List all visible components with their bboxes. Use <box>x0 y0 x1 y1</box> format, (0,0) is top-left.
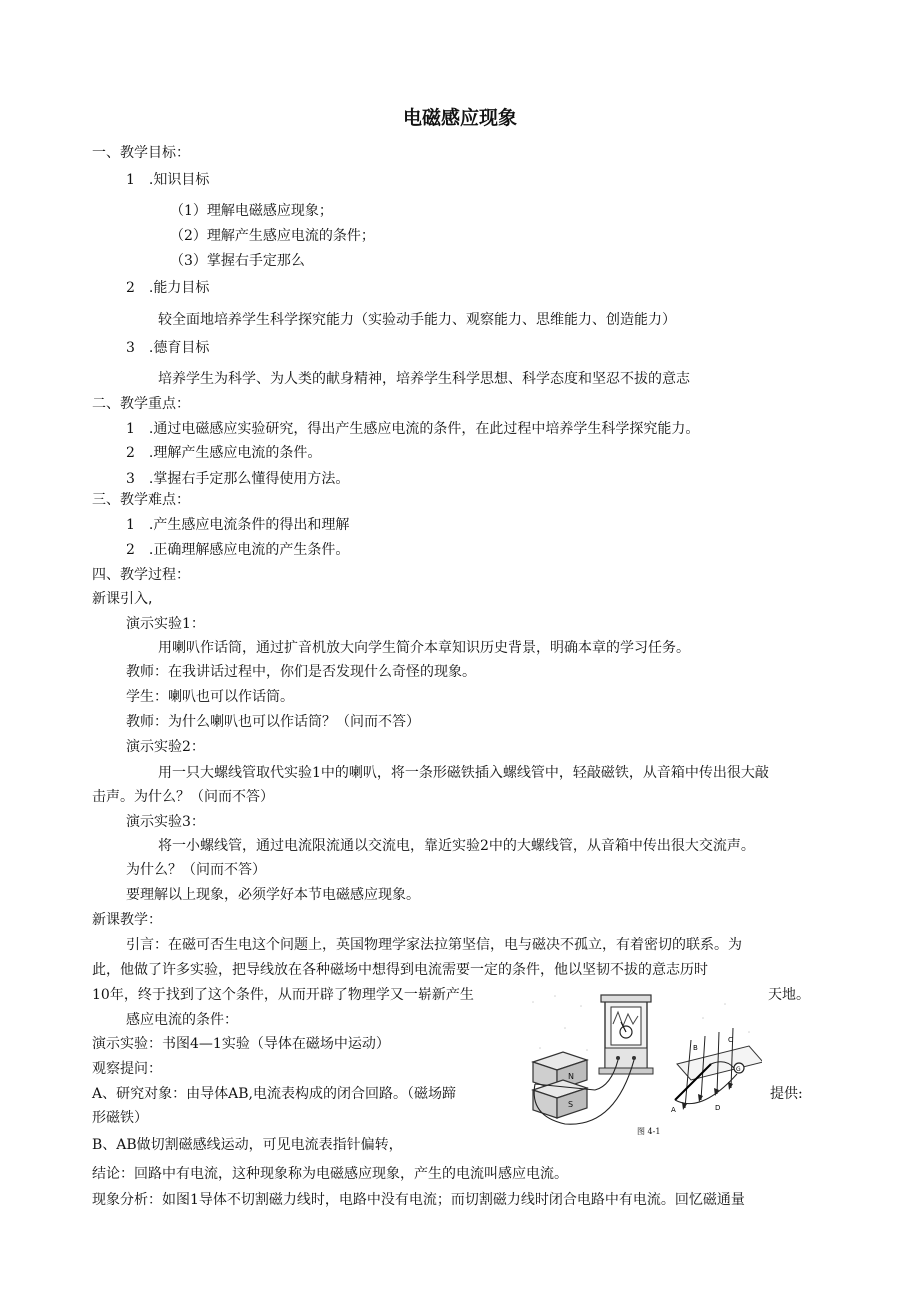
galvanometer <box>599 995 653 1074</box>
demo-3-label: 演示实验3： <box>126 814 205 830</box>
figure-label-g: G <box>736 1066 741 1073</box>
figure-label-a: A <box>671 1106 676 1114</box>
summary-line: 要理解以上现象，必须学好本节电磁感应现象。 <box>126 887 420 903</box>
quote-line-end: 天地。 <box>768 987 810 1003</box>
difficulty-item: 2 .正确理解感应电流的产生条件。 <box>126 542 350 558</box>
demo-2-text-cont: 击声。为什么？（问而不答） <box>92 789 274 805</box>
demo-3-text: 将一小螺线管，通过电流限流通以交流电，靠近实验2中的大螺线管，从音箱中传出很大交流声。 <box>158 838 755 854</box>
knowledge-objective-item: （1）理解电磁感应现象； <box>170 203 333 219</box>
demo-3-text-cont: 为什么？（问而不答） <box>126 862 266 878</box>
difficulty-item: 1 .产生感应电流条件的得出和理解 <box>126 517 350 533</box>
figure-4-1 <box>525 988 762 1138</box>
section-heading-key-points: 二、教学重点： <box>92 396 190 412</box>
page-title: 电磁感应现象 <box>402 107 517 129</box>
knowledge-objective-label: 1 .知识目标 <box>126 172 210 188</box>
knowledge-objective-item: （3）掌握右手定那么 <box>170 253 305 269</box>
conclusion-line: 结论：回路中有电流，这种现象称为电磁感应现象，产生的电流叫感应电流。 <box>92 1166 568 1182</box>
ability-objective-label: 2 .能力目标 <box>126 280 210 296</box>
magnet-label-s: S <box>568 1100 574 1109</box>
knowledge-objective-item: （2）理解产生感应电流的条件； <box>170 228 375 244</box>
demo-2-text: 用一只大螺线管取代实验1中的喇叭，将一条形磁铁插入螺线管中，轻敲磁铁，从音箱中传出很大敲 <box>158 765 769 781</box>
observation-a-cont: 形磁铁） <box>92 1110 148 1126</box>
key-point-item: 1 .通过电磁感应实验研究，得出产生感应电流的条件，在此过程中培养学生科学探究能力。 <box>126 421 700 437</box>
teacher-line: 教师：为什么喇叭也可以作话筒？（问而不答） <box>126 714 420 730</box>
analysis-line: 现象分析：如图1导体不切割磁力线时，电路中没有电流；而切割磁力线时闭合电路中有电流。回忆磁通量 <box>92 1192 745 1208</box>
new-lesson-heading: 新课教学： <box>92 912 162 928</box>
moral-objective-label: 3 .德育目标 <box>126 340 210 356</box>
student-line: 学生：喇叭也可以作话筒。 <box>126 689 294 705</box>
demo-1-label: 演示实验1： <box>126 616 205 632</box>
quote-line: 10年，终于找到了这个条件，从而开辟了物理学又一崭新产生 <box>92 987 474 1003</box>
lesson-intro-heading: 新课引入, <box>92 591 153 607</box>
magnet-label-n: N <box>568 1072 574 1081</box>
key-point-item: 3 .掌握右手定那么懂得使用方法。 <box>126 471 350 487</box>
quote-line: 引言：在磁可否生电这个问题上，英国物理学家法拉第坚信，电与磁决不孤立，有着密切的联系。为 <box>126 937 742 953</box>
section-heading-objectives: 一、教学目标： <box>92 145 190 161</box>
figure-label-b: B <box>693 1044 698 1052</box>
teacher-line: 教师：在我讲话过程中，你们是否发现什么奇怪的现象。 <box>126 664 476 680</box>
demo-2-label: 演示实验2： <box>126 739 205 755</box>
observation-a: A、研究对象：由导体AB,电流表构成的闭合回路。（磁场蹄 <box>92 1086 456 1102</box>
ability-objective-text: 较全面地培养学生科学探究能力（实验动手能力、观察能力、思维能力、创造能力） <box>158 312 676 328</box>
observation-b: B、AB做切割磁感线运动，可见电流表指针偏转， <box>92 1137 403 1153</box>
moral-objective-text: 培养学生为科学、为人类的献身精神，培养学生科学思想、科学态度和坚忍不拔的意志 <box>158 371 690 387</box>
demo-4-line: 演示实验：书图4—1实验（导体在磁场中运动） <box>92 1036 390 1052</box>
section-heading-process: 四、教学过程： <box>92 567 190 583</box>
section-heading-difficulties: 三、教学难点： <box>92 492 190 508</box>
observation-a-end: 提供: <box>770 1086 803 1102</box>
figure-caption: 图 4-1 <box>637 1127 661 1136</box>
demo-1-text: 用喇叭作话筒，通过扩音机放大向学生简介本章知识历史背景，明确本章的学习任务。 <box>158 640 690 656</box>
condition-heading: 感应电流的条件： <box>126 1012 238 1028</box>
figure-label-d: D <box>715 1104 721 1112</box>
key-point-item: 2 .理解产生感应电流的条件。 <box>126 445 322 461</box>
figure-label-c: C <box>728 1036 733 1044</box>
quote-line: 此，他做了许多实验，把导线放在各种磁场中想得到电流需要一定的条件，他以坚韧不拔的意志历时 <box>92 962 708 978</box>
observation-heading: 观察提问： <box>92 1061 162 1077</box>
